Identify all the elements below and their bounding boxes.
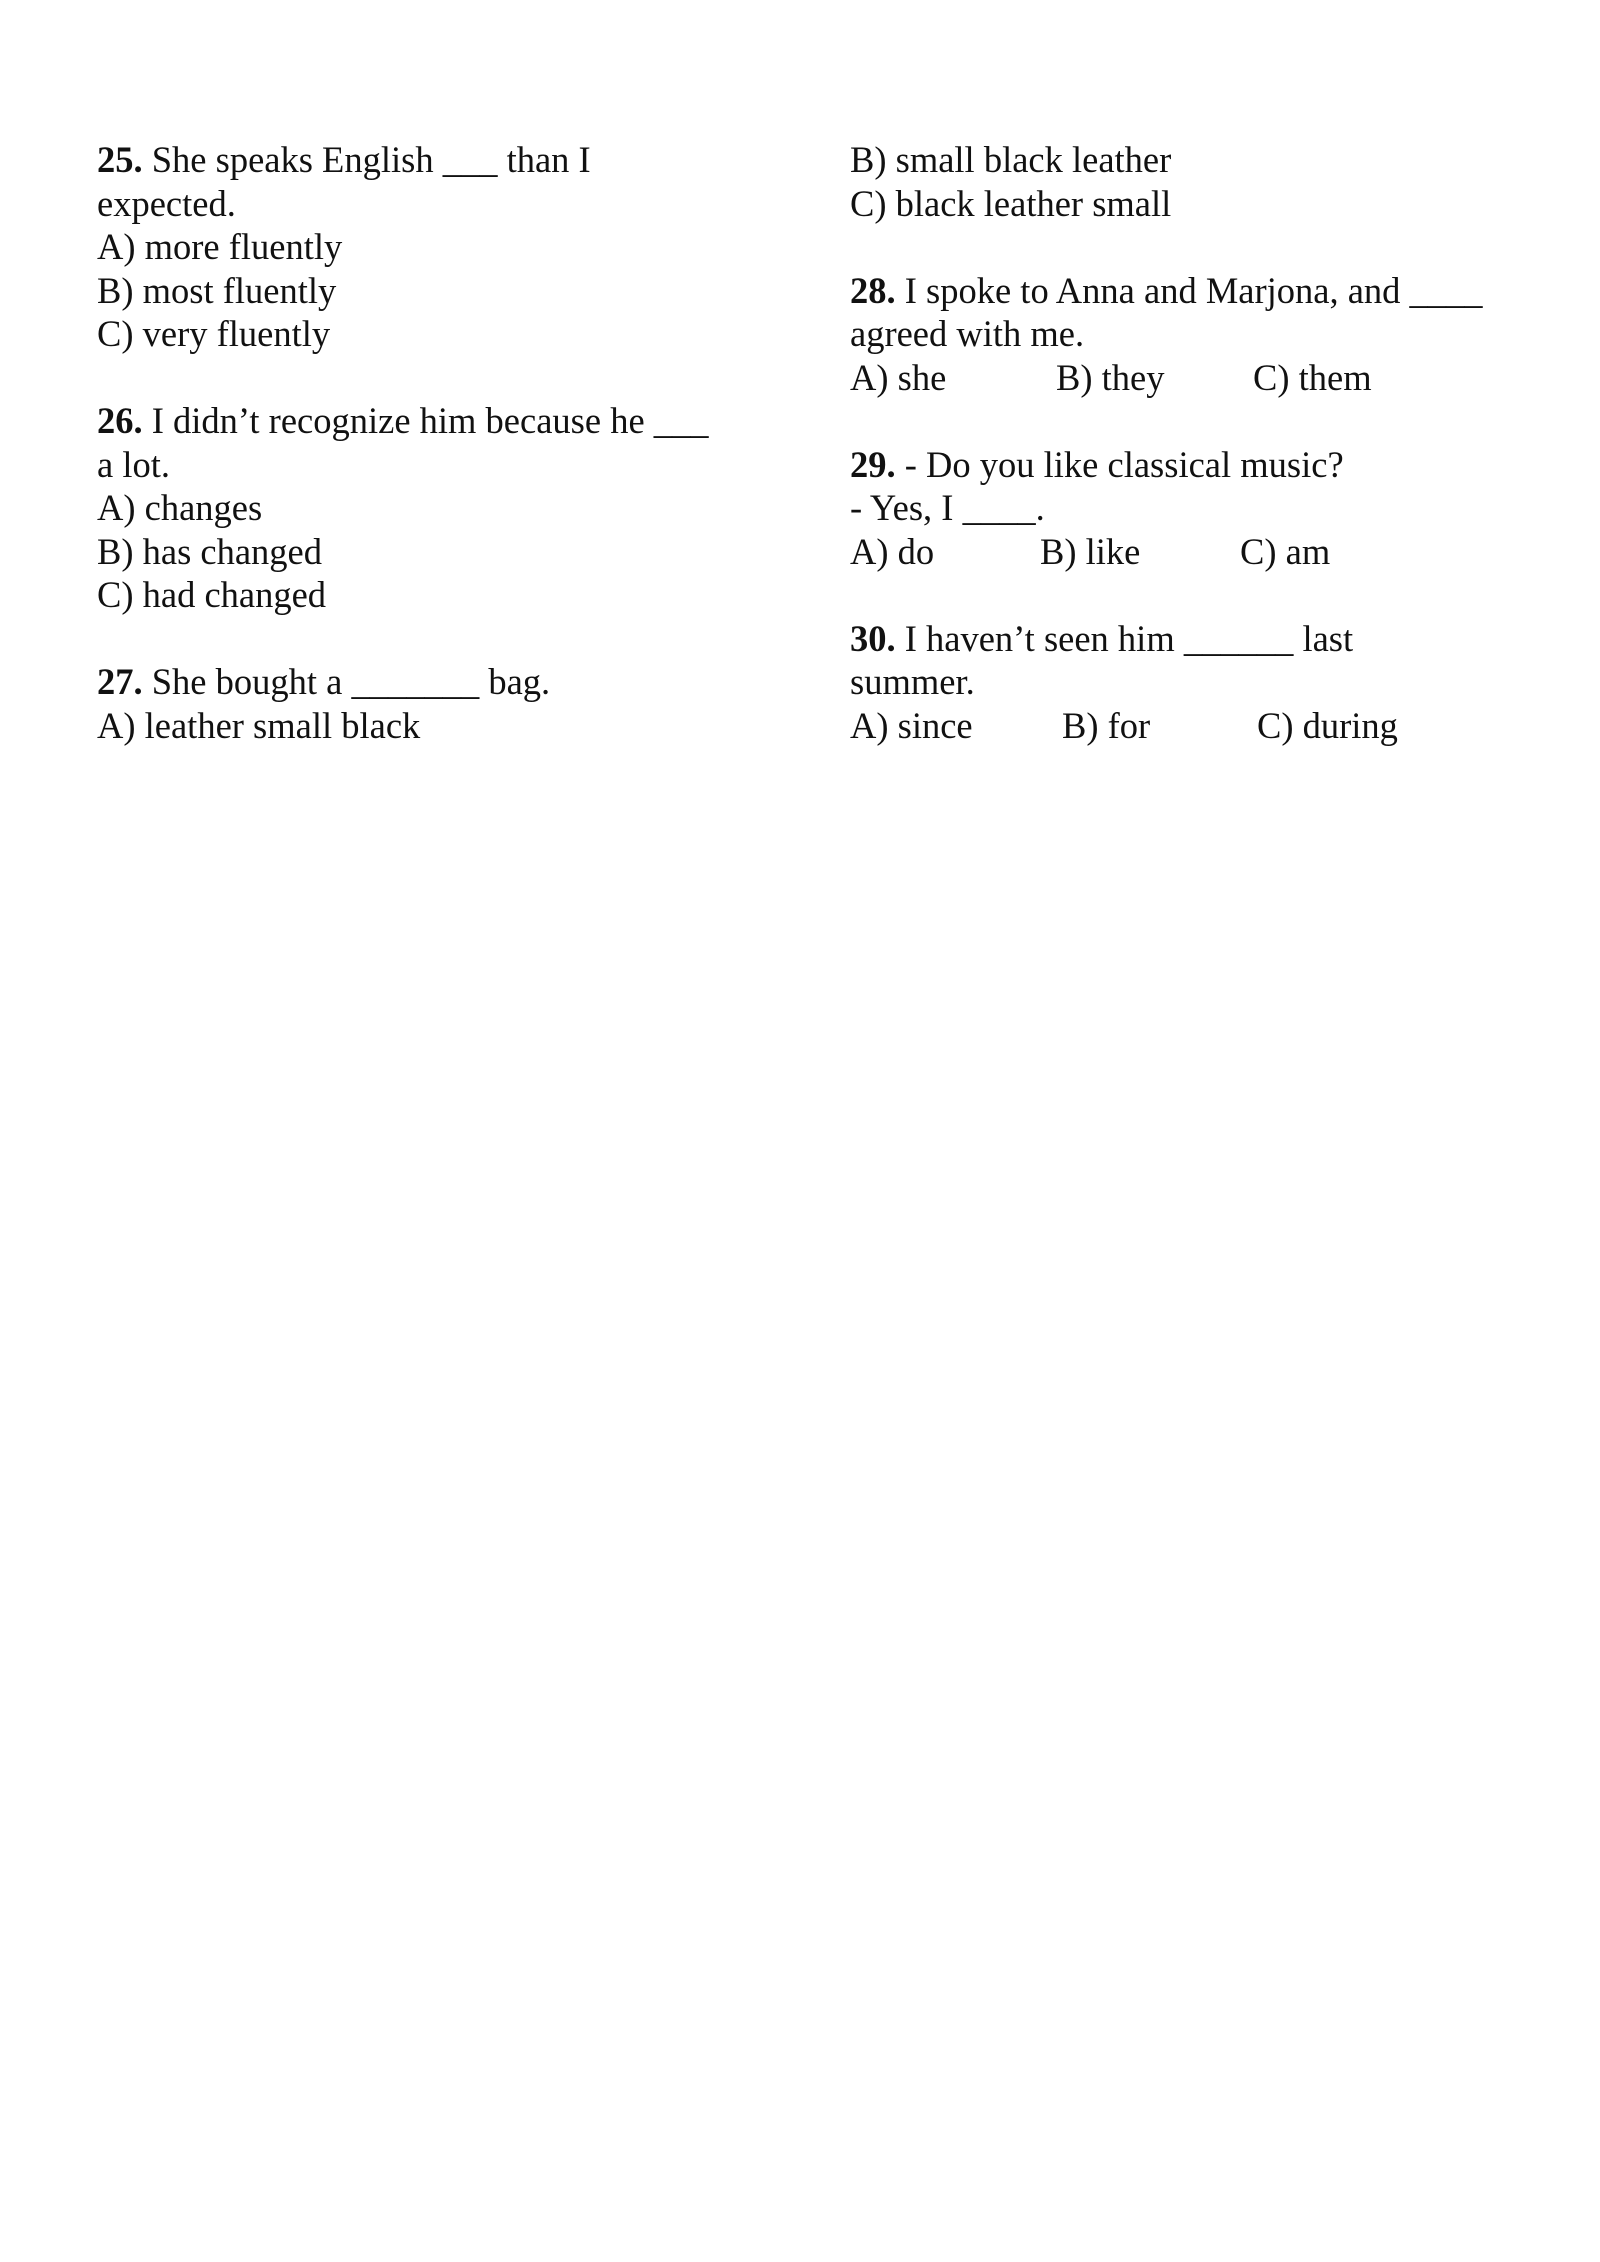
question-28 xyxy=(850,269,1550,400)
option-b: B) like xyxy=(1040,530,1141,572)
question-29 xyxy=(850,443,1550,574)
question-27-continued xyxy=(850,138,1550,225)
options-row xyxy=(850,704,1550,748)
option-a: A) more fluently xyxy=(97,226,343,267)
question-27 xyxy=(97,660,757,747)
question-30-stem xyxy=(850,617,1550,661)
option-c: C) had changed xyxy=(97,574,327,615)
spacer xyxy=(97,356,757,400)
question-number: 28. xyxy=(850,269,896,311)
question-27-stem xyxy=(97,660,757,704)
question-26-stem xyxy=(97,399,757,443)
spacer xyxy=(850,399,1550,443)
option-c: C) very fluently xyxy=(97,313,331,354)
question-28-stem xyxy=(850,269,1550,313)
option-c: C) during xyxy=(1257,704,1398,746)
question-text-continued: expected. xyxy=(97,182,236,224)
option-c: C) am xyxy=(1240,530,1331,572)
option-b: B) small black leather xyxy=(850,139,1172,180)
question-number: 27. xyxy=(97,661,143,702)
option-c: C) black leather small xyxy=(850,182,1172,224)
options-row xyxy=(850,530,1550,574)
question-25-stem xyxy=(97,138,757,182)
question-25 xyxy=(97,138,757,356)
question-text: - Do you like classical music? xyxy=(895,443,1344,485)
options-row xyxy=(850,356,1550,400)
question-number: 26. xyxy=(97,400,143,441)
option-b: B) for xyxy=(1062,704,1151,746)
question-text: I spoke to Anna and Marjona, and ____ xyxy=(895,269,1483,311)
option-a: A) leather small black xyxy=(97,704,421,746)
option-c: C) them xyxy=(1253,356,1372,398)
spacer xyxy=(97,617,757,661)
question-number: 25. xyxy=(97,139,143,180)
left-column xyxy=(97,138,757,747)
question-text-continued: a lot. xyxy=(97,443,170,485)
question-number: 30. xyxy=(850,617,896,659)
option-b: B) has changed xyxy=(97,530,323,572)
question-text: She speaks English ___ than I xyxy=(142,139,591,180)
question-29-stem xyxy=(850,443,1550,487)
option-a: A) she xyxy=(850,356,947,398)
option-a: A) changes xyxy=(97,487,263,528)
question-text-continued: agreed with me. xyxy=(850,313,1085,354)
question-text: I didn’t recognize him because he ___ xyxy=(142,400,709,441)
option-a: A) do xyxy=(850,530,935,572)
option-b: B) most fluently xyxy=(97,269,337,311)
question-text-continued: summer. xyxy=(850,661,975,702)
question-text: She bought a _______ bag. xyxy=(142,661,551,702)
question-text: I haven’t seen him ______ last xyxy=(895,617,1354,659)
spacer xyxy=(850,573,1550,617)
right-column xyxy=(850,138,1550,747)
option-a: A) since xyxy=(850,704,973,746)
question-text-continued: - Yes, I ____. xyxy=(850,487,1045,528)
question-26 xyxy=(97,399,757,617)
option-b: B) they xyxy=(1056,356,1165,398)
spacer xyxy=(850,225,1550,269)
question-30 xyxy=(850,617,1550,748)
question-number: 29. xyxy=(850,443,896,485)
